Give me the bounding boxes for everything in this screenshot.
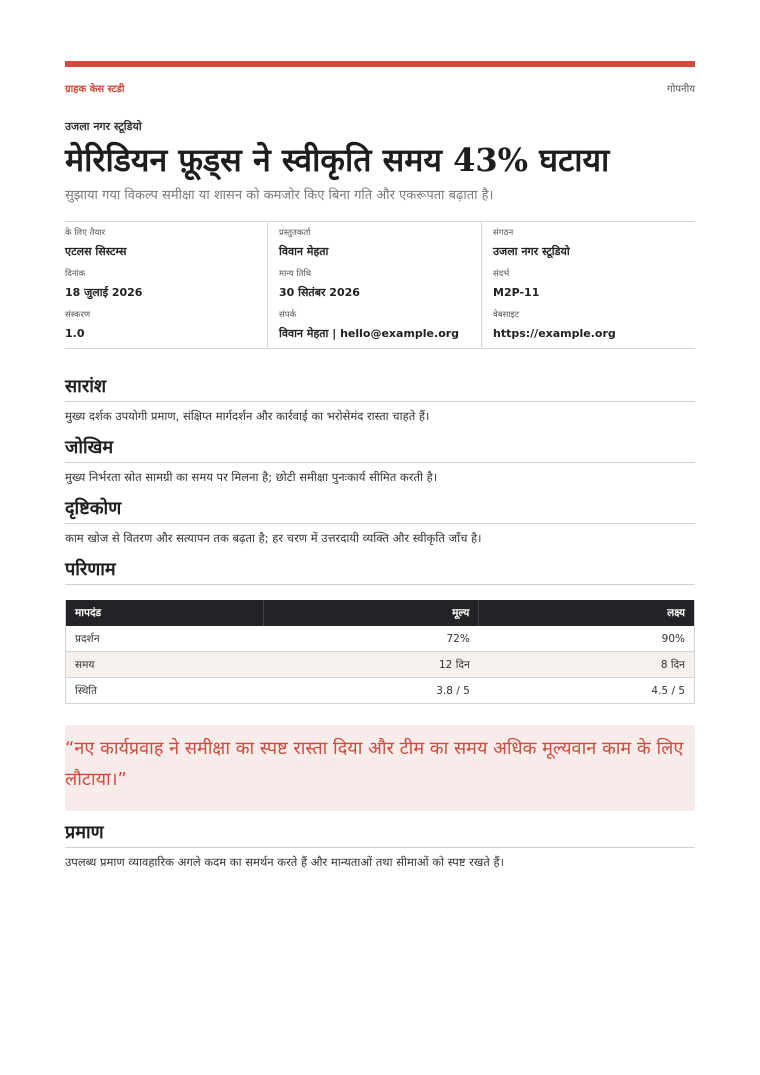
section-evidence [65, 820, 695, 870]
section-text: उपलब्ध प्रमाण व्यावहारिक अगले कदम का समर्थन करते हैं और मान्यताओं तथा सीमाओं को स्पष्ट रखते हैं। [65, 855, 504, 869]
meta-value: विवान मेहता | hello@example.org [279, 327, 460, 340]
meta-reference [493, 268, 695, 309]
table-cell: स्थिति [66, 678, 264, 704]
section-text: काम खोज से वितरण और सत्यापन तक बढ़ता है; हर चरण में उत्तरदायी व्यक्ति और स्वीकृति जाँच है। [65, 531, 482, 545]
confidential-label: गोपनीय [667, 84, 695, 95]
section-text: मुख्य निर्भरता स्रोत सामग्री का समय पर मिलना है; छोटी समीक्षा पुनःकार्य सीमित करती है। [65, 470, 438, 484]
table-cell: 3.8 / 5 [263, 678, 479, 704]
section-heading: जोखिम [65, 435, 695, 463]
meta-value: एटलस सिस्टम्स [65, 245, 127, 258]
metadata-column-3 [481, 222, 695, 348]
meta-prepared-for [65, 227, 267, 268]
meta-label: मान्य तिथि [279, 269, 312, 279]
page-subtitle: सुझाया गया विकल्प समीक्षा या शासन को कमजोर किए बिना गति और एकरूपता बढ़ाता है। [65, 188, 494, 203]
results-table [65, 600, 695, 704]
meta-version [65, 309, 267, 350]
meta-label: संगठन [493, 228, 514, 238]
meta-value: M2P-11 [493, 286, 540, 299]
table-cell: प्रदर्शन [66, 626, 264, 652]
meta-value: 18 जुलाई 2026 [65, 286, 143, 299]
meta-value: 1.0 [65, 327, 85, 340]
section-heading: परिणाम [65, 557, 695, 585]
column-header: लक्ष्य [479, 600, 695, 626]
section-heading: प्रमाण [65, 820, 695, 848]
metadata-column-1 [65, 222, 267, 348]
table-row [66, 678, 695, 704]
metadata-column-2 [267, 222, 481, 348]
meta-label: प्रस्तुतकर्ता [279, 228, 311, 238]
document-header [65, 81, 695, 95]
table-row [66, 626, 695, 652]
table-cell: 72% [263, 626, 479, 652]
column-header: मूल्य [263, 600, 479, 626]
meta-contact [279, 309, 481, 350]
meta-value: उजला नगर स्टूडियो [493, 245, 570, 258]
meta-value: विवान मेहता [279, 245, 329, 258]
meta-valid-until [279, 268, 481, 309]
meta-label: वेबसाइट [493, 310, 519, 320]
table-cell: 90% [479, 626, 695, 652]
meta-label: दिनांक [65, 269, 86, 279]
meta-label: के लिए तैयार [65, 228, 106, 238]
table-row [66, 652, 695, 678]
table-header-row [66, 600, 695, 626]
section-heading: सारांश [65, 374, 695, 402]
meta-label: संपर्क [279, 310, 297, 320]
kicker-label: ग्राहक केस स्टडी [65, 84, 125, 95]
section-text: मुख्य दर्शक उपयोगी प्रमाण, संक्षिप्त मार्गदर्शन और कार्रवाई का भरोसेमंद रास्ता चाहते हैं। [65, 409, 430, 423]
table-cell: 4.5 / 5 [479, 678, 695, 704]
column-header: मापदंड [66, 600, 264, 626]
section-risk [65, 435, 695, 485]
meta-value: https://example.org [493, 327, 616, 340]
meta-date [65, 268, 267, 309]
section-summary [65, 374, 695, 424]
page-title: मेरिडियन फ़ूड्स ने स्वीकृति समय 43% घटाया [65, 141, 610, 179]
top-accent-rule [65, 61, 695, 67]
meta-website [493, 309, 695, 350]
meta-value: 30 सितंबर 2026 [279, 286, 360, 299]
meta-organization [493, 227, 695, 268]
meta-presenter [279, 227, 481, 268]
meta-label: संस्करण [65, 310, 91, 320]
section-heading: दृष्टिकोण [65, 496, 695, 524]
section-approach [65, 496, 695, 546]
table-cell: 8 दिन [479, 652, 695, 678]
table-cell: 12 दिन [263, 652, 479, 678]
pull-quote: “नए कार्यप्रवाह ने समीक्षा का स्पष्ट रास्ता दिया और टीम का समय अधिक मूल्यवान काम के लिए लौटाया।” [65, 725, 695, 811]
table-cell: समय [66, 652, 264, 678]
organization-label: उजला नगर स्टूडियो [65, 120, 142, 133]
meta-label: संदर्भ [493, 269, 510, 279]
metadata-grid [65, 221, 695, 349]
section-results [65, 557, 695, 585]
